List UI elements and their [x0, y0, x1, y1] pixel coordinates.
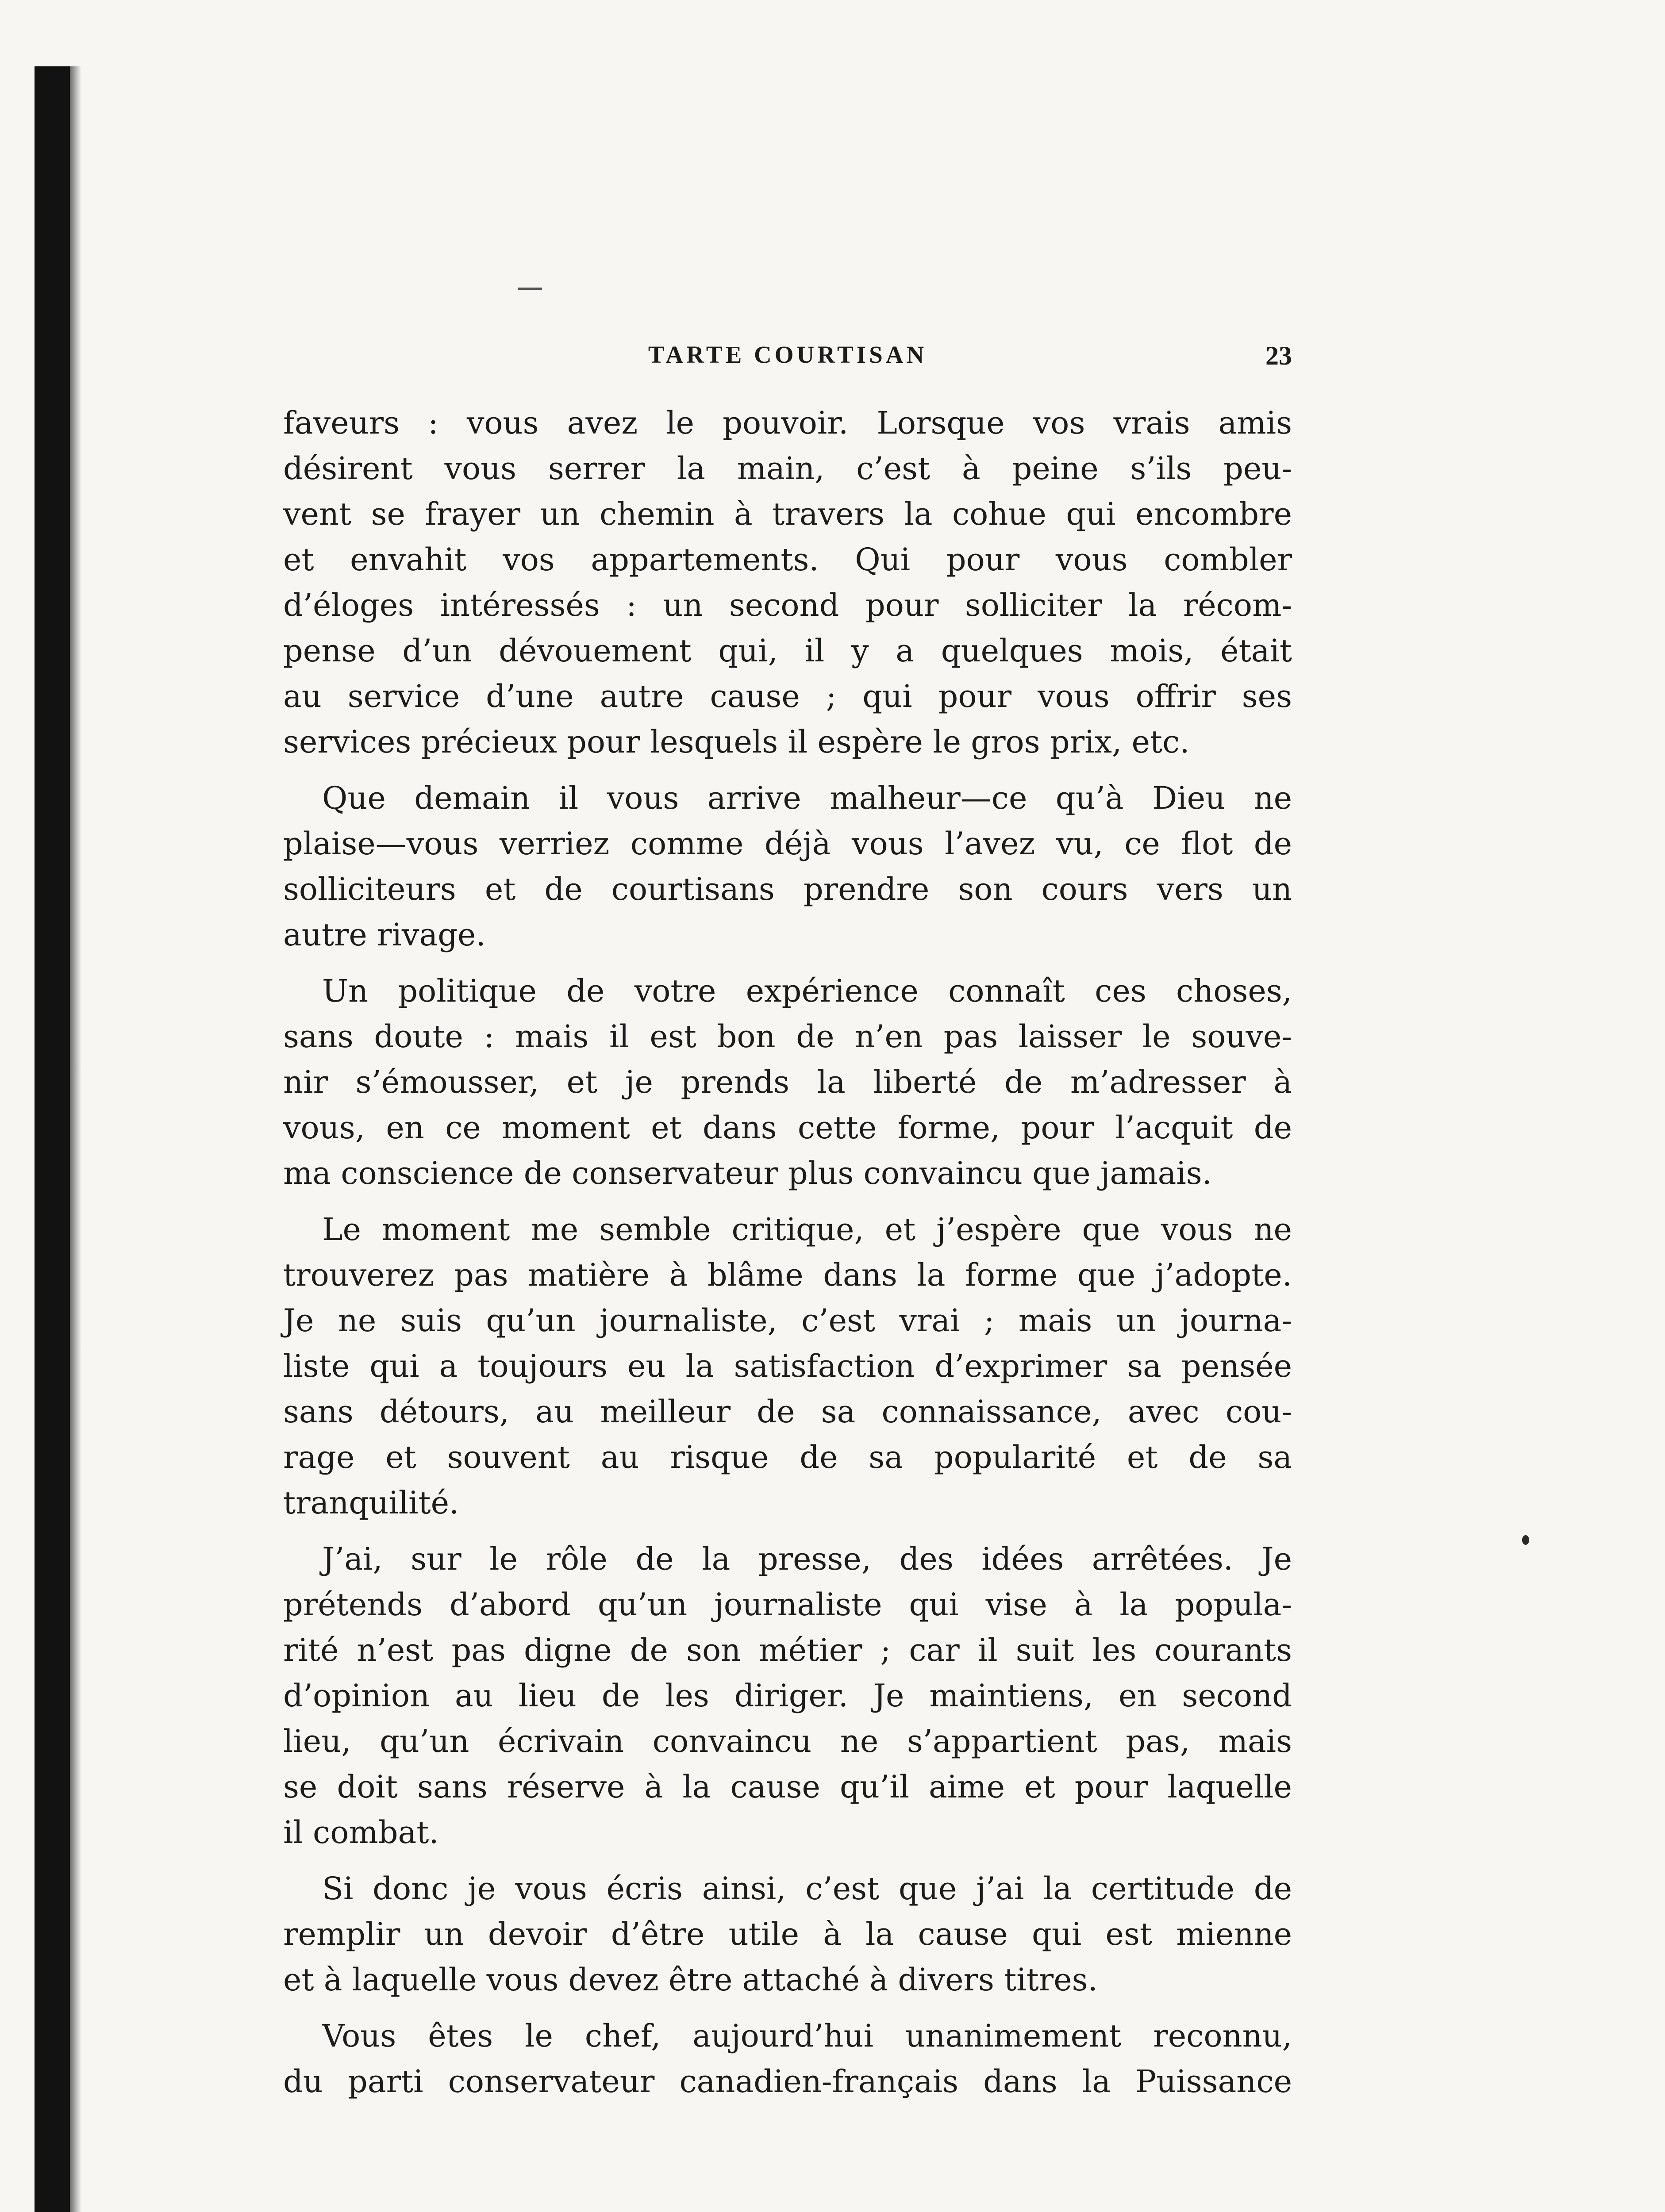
text-line: autre rivage.	[283, 917, 486, 953]
paragraph	[283, 400, 1292, 765]
text-line: sans détours, au meilleur de sa connaissance, avec cou-	[283, 1394, 1292, 1430]
paragraph	[283, 2013, 1292, 2104]
text-line: trouverez pas matière à blâme dans la forme que j’adopte.	[283, 1257, 1292, 1293]
text-line: ma conscience de conservateur plus convaincu que jamais.	[283, 1155, 1212, 1191]
text-line: rage et souvent au risque de sa popularité et de sa	[283, 1439, 1292, 1475]
text-line: et à laquelle vous devez être attaché à divers titres.	[283, 1962, 1098, 1998]
text-line: tranquilité.	[283, 1485, 459, 1521]
text-line: Si donc je vous écris ainsi, c’est que j’ai la certitude de	[322, 1870, 1292, 1907]
scan-speck	[1522, 1535, 1529, 1545]
text-line: sans doute : mais il est bon de n’en pas laisser le souve-	[283, 1018, 1292, 1055]
text-line: du parti conservateur canadien-français dans la Puissance	[283, 2063, 1292, 2100]
text-line: J’ai, sur le rôle de la presse, des idées arrêtées. Je	[322, 1541, 1292, 1577]
text-line: remplir un devoir d’être utile à la cause qui est mienne	[283, 1916, 1292, 1952]
running-title: TARTE COURTISAN	[648, 341, 927, 368]
paragraph	[283, 1207, 1292, 1526]
text-line: solliciteurs et de courtisans prendre son cours vers un	[283, 871, 1292, 907]
body-text	[283, 400, 1292, 2115]
text-line: pense d’un dévouement qui, il y a quelques mois, était	[283, 633, 1292, 669]
paragraph	[283, 776, 1292, 958]
text-line: nir s’émousser, et je prends la liberté de m’adresser à	[283, 1064, 1292, 1100]
text-line: Je ne suis qu’un journaliste, c’est vrai ; mais un journa-	[283, 1302, 1292, 1339]
text-line: et envahit vos appartements. Qui pour vous combler	[283, 541, 1292, 578]
text-line: faveurs : vous avez le pouvoir. Lorsque vos vrais amis	[283, 405, 1292, 441]
binding-shadow	[70, 66, 81, 2212]
text-line: lieu, qu’un écrivain convaincu ne s’appartient pas, mais	[283, 1723, 1292, 1759]
text-line: se doit sans réserve à la cause qu’il aime et pour laquelle	[283, 1769, 1292, 1805]
paragraph	[283, 1866, 1292, 2003]
text-line: au service d’une autre cause ; qui pour vous offrir ses	[283, 678, 1292, 714]
text-line: vent se frayer un chemin à travers la cohue qui encombre	[283, 496, 1292, 532]
text-line: rité n’est pas digne de son métier ; car il suit les courants	[283, 1632, 1292, 1668]
text-line: Le moment me semble critique, et j’espère que vous ne	[322, 1211, 1292, 1248]
text-line: Que demain il vous arrive malheur—ce qu’à Dieu ne	[322, 780, 1292, 816]
page-header	[283, 341, 1292, 380]
text-line: d’éloges intéressés : un second pour solliciter la récom-	[283, 587, 1292, 623]
paragraph	[283, 1536, 1292, 1855]
page-binding-edge	[35, 66, 70, 2212]
text-line: Un politique de votre expérience connaît ces choses,	[322, 973, 1292, 1009]
text-line: liste qui a toujours eu la satisfaction d’exprimer sa pensée	[283, 1348, 1292, 1384]
text-line: d’opinion au lieu de les diriger. Je maintiens, en second	[283, 1678, 1292, 1714]
text-line: Vous êtes le chef, aujourd’hui unanimement reconnu,	[322, 2018, 1292, 2054]
paragraph	[283, 968, 1292, 1196]
text-line: vous, en ce moment et dans cette forme, pour l’acquit de	[283, 1110, 1292, 1146]
text-line: prétends d’abord qu’un journaliste qui vise à la popula-	[283, 1586, 1292, 1623]
text-line: désirent vous serrer la main, c’est à peine s’ils peu-	[283, 450, 1292, 487]
top-mark	[518, 288, 542, 290]
text-line: services précieux pour lesquels il espère le gros prix, etc.	[283, 724, 1190, 760]
text-line: il combat.	[283, 1814, 439, 1851]
page-number: 23	[1265, 341, 1292, 370]
text-line: plaise—vous verriez comme déjà vous l’avez vu, ce flot de	[283, 826, 1292, 862]
